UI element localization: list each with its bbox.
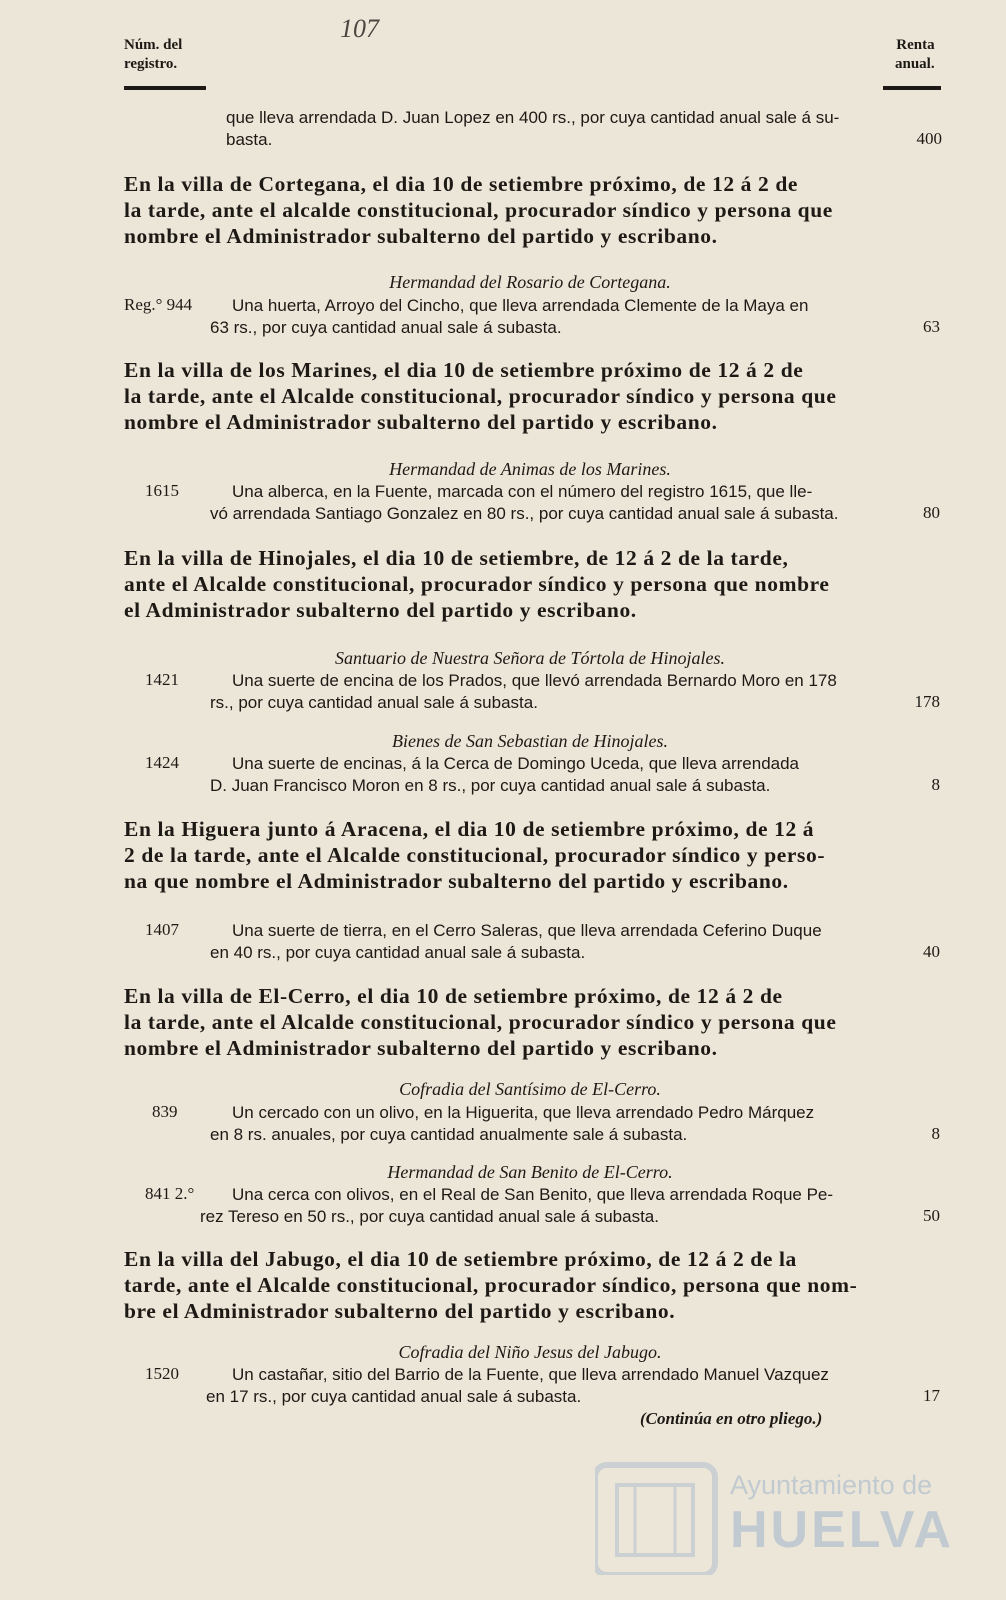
entry-line-2: en 8 rs. anuales, por cuya cantidad anualmente sale á subasta. bbox=[210, 1125, 688, 1144]
entry-line-1: Una cerca con olivos, en el Real de San Benito, que lleva arrendada Roque Pe- bbox=[232, 1185, 834, 1204]
entry-line-1: Un cercado con un olivo, en la Higuerita, que lleva arrendado Pedro Márquez bbox=[232, 1103, 815, 1122]
register-number: 1520 bbox=[145, 1364, 179, 1383]
entry-line-2: 63 rs., por cuya cantidad anual sale á subasta. bbox=[210, 318, 562, 337]
entry-line-1: Una huerta, Arroyo del Cincho, que lleva arrendada Clemente de la Maya en bbox=[232, 296, 809, 315]
register-number: 1421 bbox=[145, 670, 179, 689]
entry-line-2: D. Juan Francisco Moron en 8 rs., por cuya cantidad anual sale á subasta. bbox=[210, 776, 771, 795]
continuation-note: (Continúa en otro pliego.) bbox=[640, 1409, 823, 1428]
watermark-line-1: Ayuntamiento de bbox=[730, 1470, 933, 1500]
section-title-marines: En la villa de los Marines, el dia 10 de setiembre próximo de 12 á 2 de la tarde, ante el Alcalde constitucional, procurador síndico y persona que nombre el Administrador subalterno del partido y escribano. bbox=[124, 358, 837, 434]
register-number: 839 bbox=[152, 1102, 178, 1121]
header-rule-left bbox=[124, 86, 206, 90]
page-number: 107 bbox=[340, 14, 379, 43]
intro-line-1: que lleva arrendada D. Juan Lopez en 400 rs., por cuya cantidad anual sale á su- bbox=[226, 108, 840, 127]
entry-heading: Hermandad de Animas de los Marines. bbox=[389, 459, 671, 479]
entry-heading: Cofradia del Santísimo de El-Cerro. bbox=[399, 1079, 661, 1099]
intro-amount: 400 bbox=[916, 129, 942, 148]
section-title-higuera: En la Higuera junto á Aracena, el dia 10 de setiembre próximo, de 12 á 2 de la tarde, ante el Alcalde constitucional, procurador síndico y perso- na que nombre el Administrador subalterno del partido y escribano. bbox=[124, 817, 826, 893]
entry-line-1: Una suerte de tierra, en el Cerro Saleras, que lleva arrendada Ceferino Duque bbox=[232, 921, 822, 940]
entry-amount: 40 bbox=[923, 942, 940, 961]
entry-line-1: Una suerte de encina de los Prados, que llevó arrendada Bernardo Moro en 178 bbox=[232, 671, 837, 690]
entry-amount: 8 bbox=[931, 1124, 940, 1143]
entry-line-1: Una alberca, en la Fuente, marcada con el número del registro 1615, que lle- bbox=[232, 482, 813, 501]
section-title-el-cerro: En la villa de El-Cerro, el dia 10 de setiembre próximo, de 12 á 2 de la tarde, ante el Alcalde constitucional, procurador síndico y persona que nombre el Administrador subalterno del partido y escribano. bbox=[124, 984, 837, 1060]
section-title-cortegana: En la villa de Cortegana, el dia 10 de setiembre próximo, de 12 á 2 de la tarde, ante el alcalde constitucional, procurador síndico y persona que nombre el Administrador subalterno del partido y escribano. bbox=[124, 172, 833, 248]
column-header-register: Núm. del registro. bbox=[124, 37, 183, 72]
entry-line-2: vó arrendada Santiago Gonzalez en 80 rs., por cuya cantidad anual sale á subasta. bbox=[210, 504, 839, 523]
register-number: 1615 bbox=[145, 481, 179, 500]
column-header-rent: Renta anual. bbox=[895, 37, 935, 72]
header-rule-right bbox=[883, 86, 941, 90]
register-number: 1407 bbox=[145, 920, 179, 939]
entry-heading: Bienes de San Sebastian de Hinojales. bbox=[392, 731, 668, 751]
entry-heading: Cofradia del Niño Jesus del Jabugo. bbox=[398, 1342, 662, 1362]
entry-amount: 178 bbox=[914, 692, 940, 711]
entry-amount: 63 bbox=[923, 317, 940, 336]
entry-line-2: en 17 rs., por cuya cantidad anual sale á subasta. bbox=[206, 1387, 582, 1406]
register-number: 841 2.° bbox=[145, 1184, 195, 1203]
watermark-line-2: HUELVA bbox=[730, 1501, 955, 1559]
register-number: Reg.° 944 bbox=[124, 295, 193, 314]
entry-amount: 8 bbox=[931, 775, 940, 794]
entry-amount: 17 bbox=[923, 1386, 940, 1405]
entry-heading: Hermandad de San Benito de El-Cerro. bbox=[387, 1162, 673, 1182]
entry-line-2: rez Tereso en 50 rs., por cuya cantidad anual sale á subasta. bbox=[200, 1207, 659, 1226]
entry-line-1: Una suerte de encinas, á la Cerca de Domingo Uceda, que lleva arrendada bbox=[232, 754, 800, 773]
section-title-hinojales: En la villa de Hinojales, el dia 10 de setiembre, de 12 á 2 de la tarde, ante el Alcalde constitucional, procurador síndico y persona que nombre el Administrador subalterno del partido y escribano. bbox=[124, 546, 830, 622]
entry-line-1: Un castañar, sitio del Barrio de la Fuente, que lleva arrendado Manuel Vazquez bbox=[232, 1365, 829, 1384]
entry-amount: 80 bbox=[923, 503, 940, 522]
entry-amount: 50 bbox=[923, 1206, 940, 1225]
entry-heading: Santuario de Nuestra Señora de Tórtola de Hinojales. bbox=[335, 648, 725, 668]
intro-line-2: basta. bbox=[226, 130, 273, 149]
section-title-jabugo: En la villa del Jabugo, el dia 10 de setiembre próximo, de 12 á 2 de la tarde, ante el Alcalde constitucional, procurador síndico, persona que nom- bre el Administrador subalterno del partido y escribano. bbox=[124, 1247, 858, 1323]
entry-line-2: rs., por cuya cantidad anual sale á subasta. bbox=[210, 693, 538, 712]
register-number: 1424 bbox=[145, 753, 179, 772]
entry-line-2: en 40 rs., por cuya cantidad anual sale á subasta. bbox=[210, 943, 586, 962]
entry-heading: Hermandad del Rosario de Cortegana. bbox=[389, 272, 671, 292]
